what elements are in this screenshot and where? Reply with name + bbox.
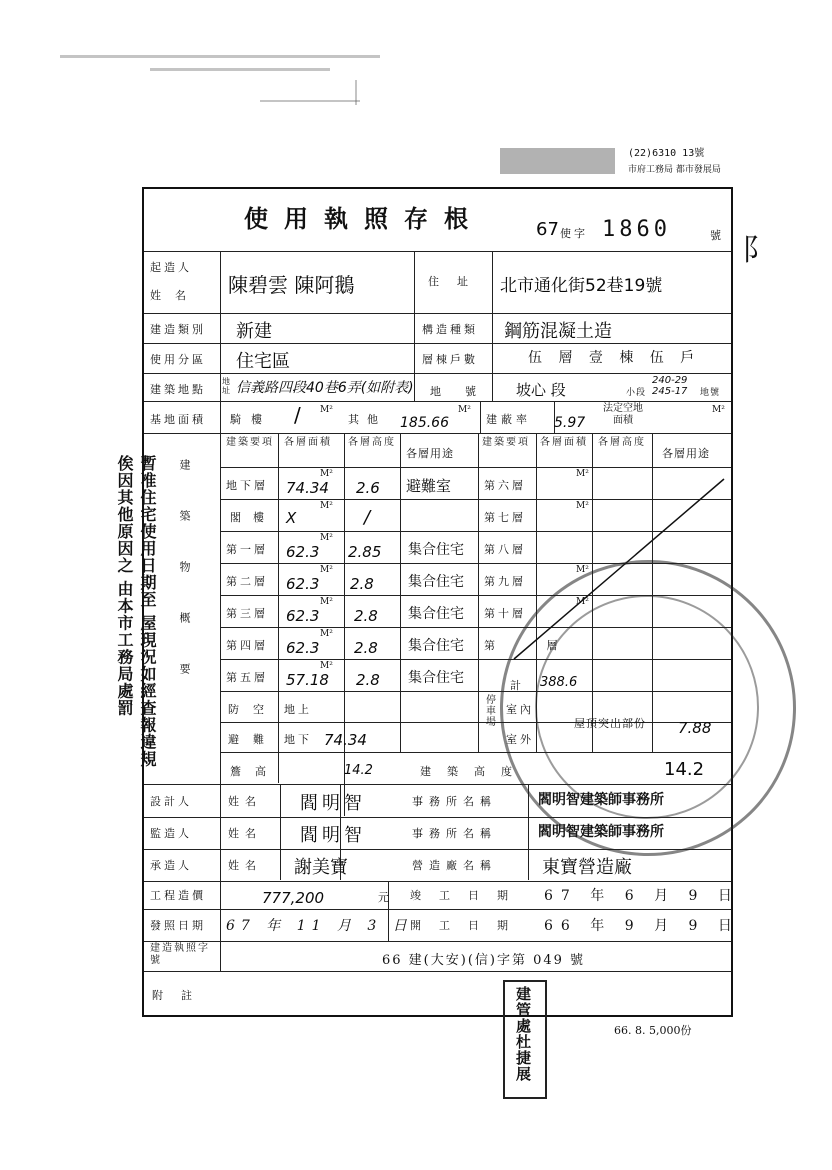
start-label: 開工日期 xyxy=(410,919,526,932)
zone-value: 住宅區 xyxy=(236,351,290,372)
floor-area: 62.3 xyxy=(286,639,320,657)
supervisor-name: 閻明智 xyxy=(300,825,366,846)
floor-height: 2.8 xyxy=(356,671,380,689)
designer-label: 設計人 xyxy=(150,795,192,808)
unit-m2: M² xyxy=(576,565,589,575)
left-margin-note: 暫准住宅使用日期至 屋現況如經查報違規 俟因其他原因之 由本市工務局處罰 xyxy=(115,455,157,768)
col-header: 各層高度 xyxy=(598,437,646,448)
complete-date: 67 年 6 月 9 日 xyxy=(544,888,740,904)
zone-label: 使用分區 xyxy=(150,353,206,366)
floor-name-right: 第七層 xyxy=(484,511,526,524)
col-header: 建築要項 xyxy=(226,437,274,448)
supervisor-label: 監造人 xyxy=(150,827,192,840)
unit-m2: M² xyxy=(576,469,589,479)
col-header: 各層用途 xyxy=(406,447,454,460)
unit-m2: M² xyxy=(320,405,333,415)
lot-numbers: 240-29 245-17 xyxy=(652,375,688,397)
owner-label-top: 起造人 xyxy=(150,261,192,274)
supervisor-name-label: 姓名 xyxy=(228,827,262,840)
license-number: 1860 xyxy=(602,217,671,242)
floor-area: 74.34 xyxy=(286,479,329,497)
floor-area: 62.3 xyxy=(286,607,320,625)
floor-area: 62.3 xyxy=(286,575,320,593)
designer-office: 閻明智建築師事務所 xyxy=(538,792,664,808)
floor-name: 第一層 xyxy=(226,543,268,556)
permit-label: 建造執照字號 xyxy=(150,943,210,966)
shelter-label: 避難 xyxy=(228,733,278,746)
col-header: 各層面積 xyxy=(284,437,332,448)
contractor-name-label: 姓名 xyxy=(228,859,262,872)
parking-label: 停車場 xyxy=(486,695,496,728)
contractor-firm-label: 營造廠名稱 xyxy=(412,859,497,872)
coverage-value: 5.97 xyxy=(554,415,586,431)
permit-value: 66 建(大安)(信)字第 049 號 xyxy=(382,953,586,968)
floor-name-right: 第十層 xyxy=(484,607,526,620)
floor-name-right: 第 層 xyxy=(484,639,582,652)
unit-m2: M² xyxy=(320,469,333,479)
form-title: 使用執照存根 xyxy=(244,204,484,233)
contractor-firm: 東寶營造廠 xyxy=(542,857,632,878)
site-prefix: 地址 xyxy=(222,377,230,395)
top-right-stamp xyxy=(500,140,730,185)
cost-label: 工程造價 xyxy=(150,889,206,902)
unit-m2: M² xyxy=(320,565,333,575)
parking-out-label: 室外 xyxy=(506,733,534,746)
structure-value: 鋼筋混凝土造 xyxy=(504,321,612,342)
floor-name-right: 計 xyxy=(510,679,524,692)
scan-noise xyxy=(60,55,380,58)
floor-height: 2.85 xyxy=(348,543,382,561)
stamp-number: (22)6310 13號 xyxy=(628,148,705,159)
floors-value: 伍 層 壹 棟 伍 戶 xyxy=(528,350,701,366)
col-header: 各層高度 xyxy=(348,437,396,448)
owner-address: 北市通化街52巷19號 xyxy=(500,276,663,296)
floor-use: 避難室 xyxy=(406,477,452,495)
parking-in-label: 室內 xyxy=(506,703,534,716)
designer-office-label: 事務所名稱 xyxy=(412,795,497,808)
scan-noise xyxy=(150,68,330,71)
eave-height-label: 簷高 xyxy=(230,765,280,778)
right-edge-fragment: 阝 xyxy=(742,233,772,268)
floor-height: 2.8 xyxy=(354,639,378,657)
other-label: 其他 xyxy=(348,413,386,426)
contractor-label: 承造人 xyxy=(150,859,192,872)
floor-name-right: 第九層 xyxy=(484,575,526,588)
building-side-label: 建築物概要 xyxy=(178,459,191,714)
floor-name: 第五層 xyxy=(226,671,268,684)
site-value: 信義路四段40巷6弄(如附表) xyxy=(236,380,414,396)
unit-m2: M² xyxy=(576,501,589,511)
unit-m2: M² xyxy=(712,405,725,415)
floor-use: 集合住宅 xyxy=(408,606,464,622)
scan-noise xyxy=(355,80,357,105)
supervisor-office: 閻明智建築師事務所 xyxy=(538,824,664,840)
unit-m2: M² xyxy=(576,597,589,607)
lot-label: 地號 xyxy=(430,385,500,398)
issue-label: 發照日期 xyxy=(150,919,206,932)
site-label: 建築地點 xyxy=(150,383,206,396)
build-type-value: 新建 xyxy=(236,321,272,342)
floor-height: 2.6 xyxy=(356,479,380,497)
site-area-label: 基地面積 xyxy=(150,413,206,426)
unit-m2: M² xyxy=(320,597,333,607)
scan-noise xyxy=(260,100,360,102)
unit-m2: M² xyxy=(320,661,333,671)
floor-name: 第二層 xyxy=(226,575,268,588)
print-run: 66. 8. 5,000份 xyxy=(614,1024,692,1037)
floor-area: 57.18 xyxy=(286,671,329,689)
floor-name: 地下層 xyxy=(226,479,268,492)
eave-height-value: 14.2 xyxy=(344,763,373,778)
building-height-value: 14.2 xyxy=(664,759,705,780)
unit-m2: M² xyxy=(320,533,333,543)
owner-label-bottom: 姓名 xyxy=(150,289,200,302)
floor-name: 第四層 xyxy=(226,639,268,652)
col-header: 建築要項 xyxy=(482,437,530,448)
building-height-label: 建築高度 xyxy=(420,765,528,778)
col-header: 各層用途 xyxy=(662,447,710,460)
floors-label: 層棟戶數 xyxy=(422,353,478,366)
address-label: 住址 xyxy=(428,275,486,288)
complete-label: 竣工日期 xyxy=(410,889,526,902)
air-above-label: 地上 xyxy=(284,703,312,716)
designer-name-label: 姓名 xyxy=(228,795,262,808)
owner-name: 陳碧雲 陳阿鵝 xyxy=(228,273,355,297)
contractor-name: 謝美寶 xyxy=(294,857,348,878)
cost-unit: 元 xyxy=(378,891,392,904)
unit-m2: M² xyxy=(320,629,333,639)
floor-name: 第三層 xyxy=(226,607,268,620)
start-date: 66 年 9 月 9 日 xyxy=(544,918,740,934)
floor-name-right: 第六層 xyxy=(484,479,526,492)
supervisor-office-label: 事務所名稱 xyxy=(412,827,497,840)
roof-value: 7.88 xyxy=(678,719,712,737)
official-seal-text: 建管處杜捷展 xyxy=(514,986,532,1082)
roof-label: 屋頂突出部份 xyxy=(574,717,646,730)
floor-height: / xyxy=(364,507,371,528)
cost-value: 777,200 xyxy=(262,889,325,907)
unit-m2: M² xyxy=(458,405,471,415)
structure-label: 構造種類 xyxy=(422,323,478,336)
air-defense-label: 防空 xyxy=(228,703,278,716)
unit-m2: M² xyxy=(320,501,333,511)
coverage-label: 建蔽率 xyxy=(486,413,531,426)
site-subsection: 小段 xyxy=(626,388,647,398)
other-value: 185.66 xyxy=(400,415,449,431)
arcade-label: 騎樓 xyxy=(230,413,272,426)
lot-suffix: 地號 xyxy=(700,388,721,398)
col-header: 各層面積 xyxy=(540,437,588,448)
shelter-value: 74.34 xyxy=(324,731,367,749)
floor-height: 2.8 xyxy=(354,607,378,625)
arcade-value: / xyxy=(294,403,301,427)
shelter-below-label: 地下 xyxy=(284,733,312,746)
legal-open-label: 法定空地面積 xyxy=(603,403,643,426)
floor-name-right: 第八層 xyxy=(484,543,526,556)
note-label: 附註 xyxy=(152,989,210,1002)
build-type-label: 建造類別 xyxy=(150,323,206,336)
official-seal xyxy=(503,980,547,1099)
issue-date: 67 年 11 月 3 日 xyxy=(226,918,413,934)
floor-use: 集合住宅 xyxy=(408,670,464,686)
license-suffix: 號 xyxy=(710,229,724,242)
designer-name: 閻明智 xyxy=(300,793,366,814)
floor-name: 閣樓 xyxy=(230,511,276,524)
total-area: 388.6 xyxy=(540,675,578,690)
floor-use: 集合住宅 xyxy=(408,574,464,590)
stamp-note: 市府工務局 都市發展局 xyxy=(628,165,721,175)
floor-area: X xyxy=(286,509,297,527)
floor-height: 2.8 xyxy=(350,575,374,593)
floor-area: 62.3 xyxy=(286,543,320,561)
license-word: 使字 xyxy=(560,227,588,240)
site-section: 坡心 段 xyxy=(516,381,566,399)
floor-use: 集合住宅 xyxy=(408,542,464,558)
license-year: 67 xyxy=(536,219,559,240)
floor-use: 集合住宅 xyxy=(408,638,464,654)
